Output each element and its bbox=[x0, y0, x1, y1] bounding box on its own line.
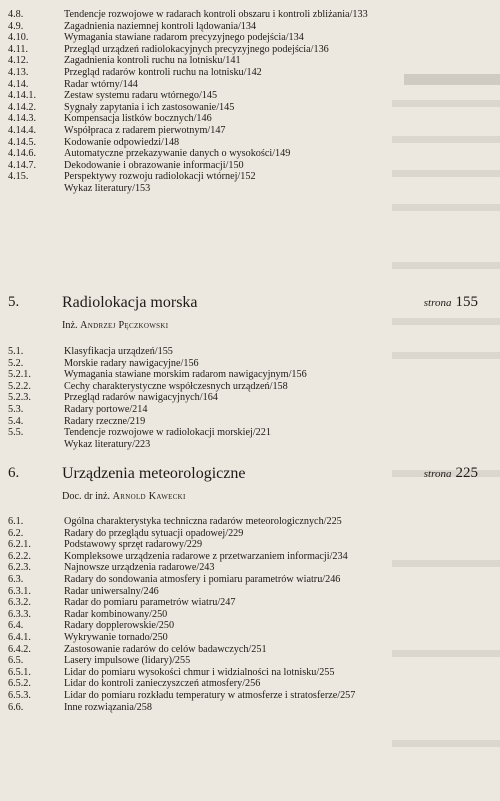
toc-entry bbox=[0, 90, 500, 102]
toc-entry bbox=[0, 528, 500, 540]
toc-entry-text: Radary do przeglądu sytuacji opadowej/229 bbox=[64, 527, 244, 539]
toc-entry-number: 4.10. bbox=[8, 32, 29, 44]
chapter-page-number: 225 bbox=[455, 465, 478, 481]
toc-entry-text: Sygnały zapytania i ich zastosowanie/145 bbox=[64, 101, 235, 113]
toc-entry-number: 5.4. bbox=[8, 415, 24, 427]
toc-entry bbox=[0, 55, 500, 67]
toc-entry bbox=[0, 21, 500, 33]
toc-entry-number: 6.2.1. bbox=[8, 539, 31, 551]
toc-entry bbox=[0, 678, 500, 690]
chapter-title: Urządzenia meteorologiczne bbox=[62, 465, 246, 482]
toc-entry bbox=[0, 358, 500, 370]
toc-entry bbox=[0, 113, 500, 125]
toc-entry-number: 5.2.1. bbox=[8, 369, 31, 381]
author-name: Andrzej Pęczkowski bbox=[80, 320, 169, 331]
toc-entry-text: Radary do sondowania atmosfery i pomiaru parametrów wiatru/246 bbox=[64, 573, 341, 585]
toc-entry-text: Zastosowanie radarów do celów badawczych/251 bbox=[64, 643, 267, 655]
toc-entry bbox=[0, 439, 500, 451]
toc-entry bbox=[0, 148, 500, 160]
toc-entry-number: 4.15. bbox=[8, 171, 29, 183]
toc-entry-number: 4.9. bbox=[8, 20, 24, 32]
toc-entry-text: Wymagania stawiane morskim radarom nawigacyjnym/156 bbox=[64, 369, 307, 381]
toc-entry-number: 4.14.3. bbox=[8, 113, 37, 125]
toc-entry-text: Tendencje rozwojowe w radarach kontroli obszaru i kontroli zbliżania/133 bbox=[64, 9, 368, 20]
toc-entry bbox=[0, 183, 500, 195]
toc-entry-number: 6.3.3. bbox=[8, 608, 31, 620]
toc-entry bbox=[0, 102, 500, 114]
chapter-page-ref bbox=[424, 294, 478, 311]
toc-entry-text: Automatyczne przekazywanie danych o wysokości/149 bbox=[64, 148, 291, 160]
toc-entry-number: 4.14.7. bbox=[8, 159, 37, 171]
toc-entry-text: Lidar do pomiaru rozkładu temperatury w atmosferze i stratosferze/257 bbox=[64, 689, 356, 701]
toc-entry-text: Lidar do pomiaru wysokości chmur i widzialności na lotnisku/255 bbox=[64, 666, 335, 678]
toc-entry bbox=[0, 620, 500, 632]
toc-entry-text: Przegląd urządzeń radiolokacyjnych precyzyjnego podejścia/136 bbox=[64, 43, 329, 55]
bleed-through-mark bbox=[392, 740, 500, 747]
toc-entry-number: 6.4.2. bbox=[8, 643, 31, 655]
toc-entry-number: 6.5.2. bbox=[8, 678, 31, 690]
toc-entry bbox=[0, 690, 500, 702]
toc-entry-number: 4.14.5. bbox=[8, 136, 37, 148]
toc-entry-number: 6.2.3. bbox=[8, 562, 31, 574]
toc-entry-text: Radar wtórny/144 bbox=[64, 78, 138, 90]
toc-entry bbox=[0, 562, 500, 574]
toc-entry-number: 6.4. bbox=[8, 620, 24, 632]
author-title: Inż. bbox=[62, 320, 78, 331]
toc-entry-text: Radary dopplerowskie/250 bbox=[64, 620, 175, 632]
toc-entry-number: 5.5. bbox=[8, 427, 24, 439]
toc-entry-text: Dekodowanie i obrazowanie informacji/150 bbox=[64, 159, 244, 171]
chapter-page-ref bbox=[424, 465, 478, 482]
toc-entry bbox=[0, 702, 500, 714]
toc-entry bbox=[0, 632, 500, 644]
toc-entry-number: 4.14.4. bbox=[8, 124, 37, 136]
toc-entry-number: 4.14.1. bbox=[8, 90, 37, 102]
toc-entry-number: 5.3. bbox=[8, 403, 24, 415]
toc-entry-number: 6.4.1. bbox=[8, 631, 31, 643]
toc-entry-number: 5.2. bbox=[8, 357, 24, 369]
toc-entry bbox=[0, 427, 500, 439]
toc-entry bbox=[0, 137, 500, 149]
toc-entry bbox=[0, 655, 500, 667]
toc-entry bbox=[0, 551, 500, 563]
toc-entry bbox=[0, 667, 500, 679]
toc-entry bbox=[0, 32, 500, 44]
chapter-title: Radiolokacja morska bbox=[62, 294, 198, 311]
toc-section-chapter-5 bbox=[0, 346, 500, 450]
toc-entry bbox=[0, 539, 500, 551]
toc-entry bbox=[0, 516, 500, 528]
toc-entry-text: Zagadnienia kontroli ruchu na lotnisku/141 bbox=[64, 55, 241, 67]
toc-entry-number: 4.8. bbox=[8, 9, 24, 20]
toc-entry-text: Zestaw systemu radaru wtórnego/145 bbox=[64, 90, 218, 102]
toc-section-chapter-4 bbox=[0, 9, 500, 195]
bleed-through-mark bbox=[392, 262, 500, 269]
toc-entry-number: 4.13. bbox=[8, 66, 29, 78]
toc-entry bbox=[0, 171, 500, 183]
toc-entry-text: Podstawowy sprzęt radarowy/229 bbox=[64, 539, 203, 551]
toc-entry bbox=[0, 404, 500, 416]
toc-entry bbox=[0, 79, 500, 91]
toc-entry-number: 4.14.6. bbox=[8, 148, 37, 160]
toc-entry-number: 6.1. bbox=[8, 516, 24, 527]
toc-entry-number: 6.6. bbox=[8, 701, 24, 713]
toc-entry-text: Kompleksowe urządzenia radarowe z przetwarzaniem informacji/234 bbox=[64, 550, 348, 562]
toc-entry-number: 4.14.2. bbox=[8, 101, 37, 113]
toc-section-chapter-6 bbox=[0, 516, 500, 713]
toc-entry bbox=[0, 597, 500, 609]
toc-entry-text: Radar do pomiaru parametrów wiatru/247 bbox=[64, 597, 236, 609]
toc-entry-number: 6.2. bbox=[8, 527, 24, 539]
chapter-page-label: strona bbox=[423, 297, 452, 309]
toc-entry-text: Radary portowe/214 bbox=[64, 403, 148, 415]
chapter-author bbox=[62, 320, 168, 331]
bleed-through-mark bbox=[392, 318, 500, 325]
toc-entry-number: 4.14. bbox=[8, 78, 29, 90]
toc-entry-text: Lidar do kontroli zanieczyszczeń atmosfery/256 bbox=[64, 678, 261, 690]
toc-entry-number: 4.11. bbox=[8, 43, 28, 55]
toc-entry bbox=[0, 609, 500, 621]
toc-entry-number: 6.3.2. bbox=[8, 597, 31, 609]
toc-entry-number: 6.2.2. bbox=[8, 550, 31, 562]
toc-entry bbox=[0, 9, 500, 21]
toc-entry-number: 5.2.2. bbox=[8, 380, 31, 392]
toc-entry-number: 6.3.1. bbox=[8, 585, 31, 597]
toc-entry bbox=[0, 67, 500, 79]
chapter-number: 5. bbox=[8, 294, 20, 310]
toc-entry bbox=[0, 160, 500, 172]
toc-entry-number: 5.1. bbox=[8, 346, 24, 357]
toc-entry-text: Morskie radary nawigacyjne/156 bbox=[64, 357, 199, 369]
toc-entry-text: Radary rzeczne/219 bbox=[64, 415, 146, 427]
chapter-author bbox=[62, 491, 186, 502]
bleed-through-mark bbox=[392, 204, 500, 211]
toc-entry-text: Kodowanie odpowiedzi/148 bbox=[64, 136, 180, 148]
toc-entry-text: Współpraca z radarem pierwotnym/147 bbox=[64, 124, 226, 136]
chapter-page-label: strona bbox=[423, 468, 452, 480]
toc-entry-text: Kompensacja listków bocznych/146 bbox=[64, 113, 212, 125]
toc-entry bbox=[0, 574, 500, 586]
toc-entry-number: 6.3. bbox=[8, 573, 24, 585]
chapter-page-number: 155 bbox=[455, 294, 478, 310]
toc-entry bbox=[0, 369, 500, 381]
toc-entry-text: Wykaz literatury/153 bbox=[64, 182, 151, 194]
author-name: Arnold Kawecki bbox=[112, 491, 186, 502]
author-title: Doc. dr inż. bbox=[62, 491, 111, 502]
toc-entry-number: 5.2.3. bbox=[8, 392, 31, 404]
toc-entry bbox=[0, 586, 500, 598]
toc-entry bbox=[0, 346, 500, 358]
toc-entry-text: Wykrywanie tornado/250 bbox=[64, 631, 168, 643]
toc-entry-number: 6.5. bbox=[8, 655, 24, 667]
toc-entry-text: Wymagania stawiane radarom precyzyjnego podejścia/134 bbox=[64, 32, 304, 44]
toc-entry-number: 4.12. bbox=[8, 55, 29, 67]
toc-entry-text: Perspektywy rozwoju radiolokacji wtórnej/152 bbox=[64, 171, 256, 183]
toc-entry bbox=[0, 416, 500, 428]
toc-entry bbox=[0, 125, 500, 137]
toc-entry-text: Klasyfikacja urządzeń/155 bbox=[64, 346, 173, 357]
toc-entry-text: Najnowsze urządzenia radarowe/243 bbox=[64, 562, 215, 574]
toc-entry-text: Radar uniwersalny/246 bbox=[64, 585, 159, 597]
toc-entry-text: Lasery impulsowe (lidary)/255 bbox=[64, 655, 191, 667]
toc-entry-text: Radar kombinowany/250 bbox=[64, 608, 168, 620]
toc-entry-number: 6.5.3. bbox=[8, 689, 31, 701]
toc-entry-text: Przegląd radarów kontroli ruchu na lotnisku/142 bbox=[64, 66, 262, 78]
toc-entry-text: Przegląd radarów nawigacyjnych/164 bbox=[64, 392, 218, 404]
toc-entry-text: Tendencje rozwojowe w radiolokacji morskiej/221 bbox=[64, 427, 271, 439]
toc-entry-text: Cechy charakterystyczne współczesnych urządzeń/158 bbox=[64, 380, 288, 392]
toc-entry bbox=[0, 381, 500, 393]
toc-entry bbox=[0, 644, 500, 656]
toc-entry-text: Zagadnienia naziemnej kontroli lądowania/134 bbox=[64, 20, 257, 32]
chapter-number: 6. bbox=[8, 465, 20, 481]
toc-entry-text: Wykaz literatury/223 bbox=[64, 438, 151, 450]
toc-entry bbox=[0, 392, 500, 404]
toc-entry-text: Ogólna charakterystyka techniczna radarów meteorologicznych/225 bbox=[64, 516, 342, 527]
toc-entry-text: Inne rozwiązania/258 bbox=[64, 701, 152, 713]
toc-entry-number: 6.5.1. bbox=[8, 666, 31, 678]
toc-entry bbox=[0, 44, 500, 56]
